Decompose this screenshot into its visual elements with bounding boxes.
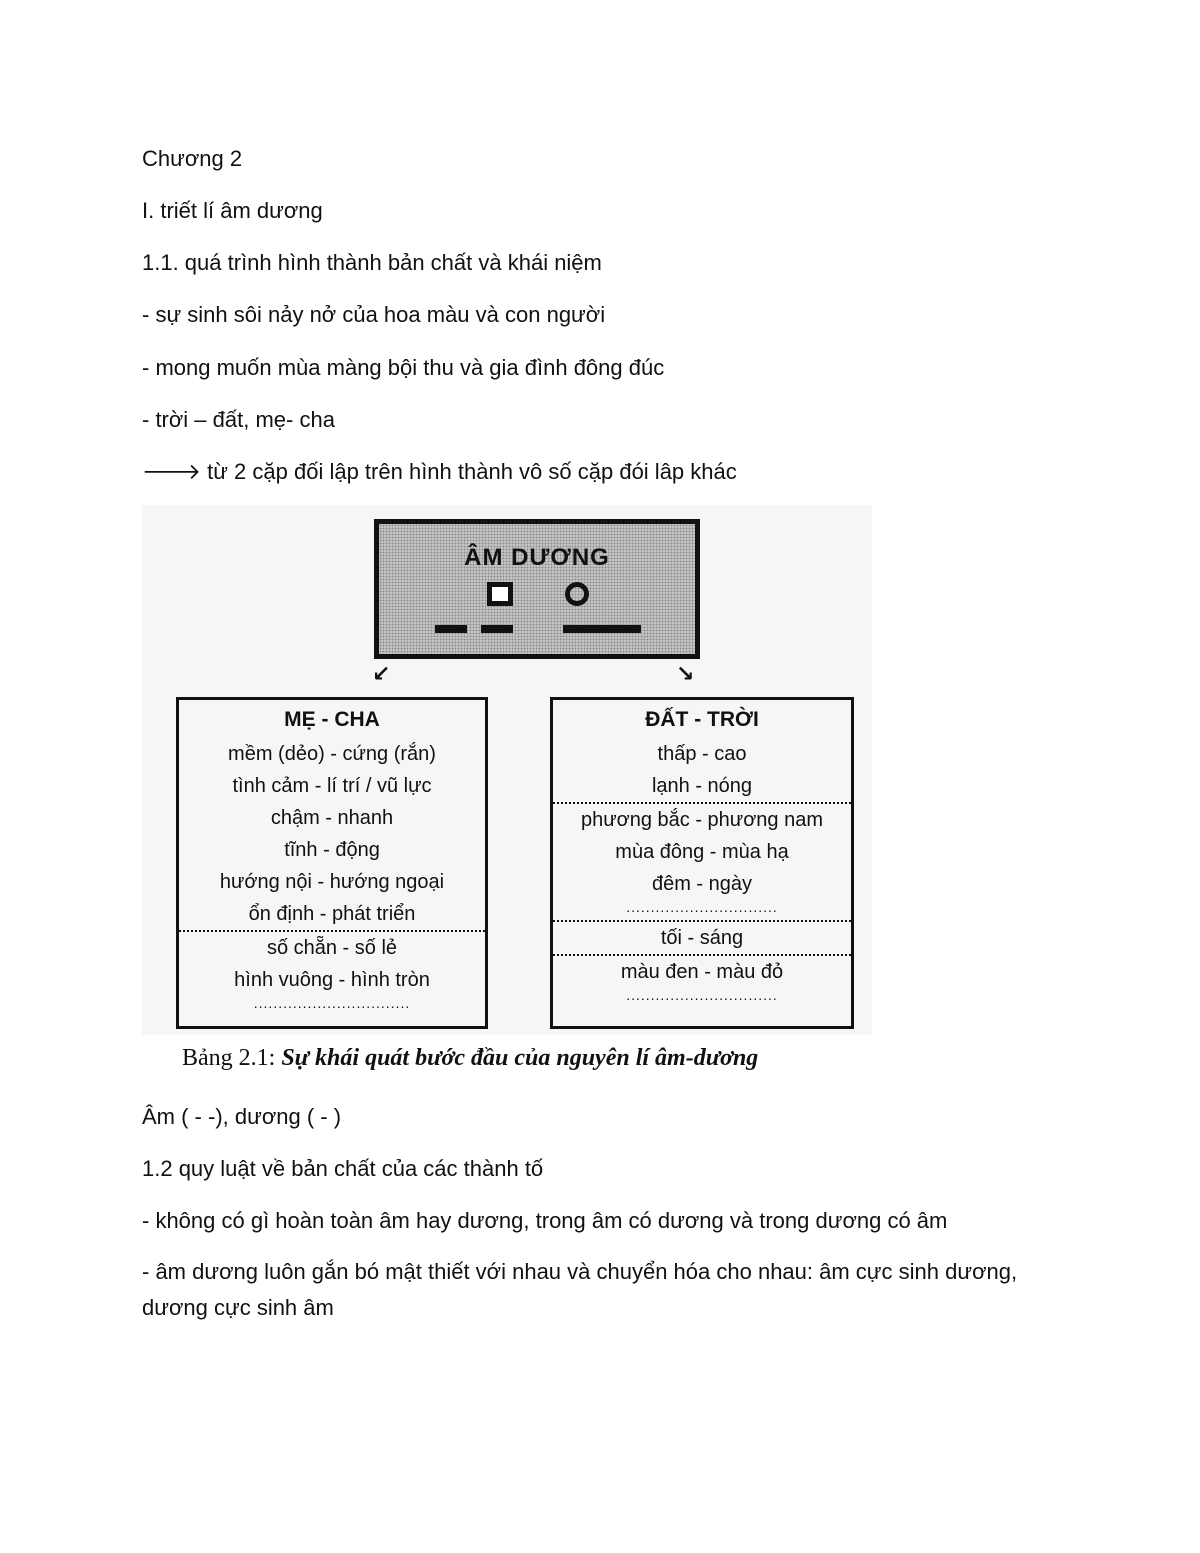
bullet-item: - âm dương luôn gắn bó mật thiết với nhau và chuyển hóa cho nhau: âm cực sinh dương, dương cực sinh âm xyxy=(142,1259,1018,1320)
figure-caption xyxy=(182,1045,758,1072)
yin-line-segment-icon xyxy=(481,625,513,633)
am-duong-figure xyxy=(142,505,872,1085)
pair-row: lạnh - nóng xyxy=(651,775,753,797)
am-duong-box xyxy=(374,519,700,659)
continuation-dots: ............................... xyxy=(626,987,778,1003)
continuation-dots: ............................... xyxy=(626,899,778,915)
bullet-item: - trời – đất, mẹ- cha xyxy=(142,407,335,432)
conclusion-line: 🡒 từ 2 cặp đối lập trên hình thành vô số cặp đói lâp khác xyxy=(142,459,737,484)
pair-row: số chẵn - số lẻ xyxy=(266,937,398,959)
me-cha-title: MẸ - CHA xyxy=(284,708,380,731)
caption-text: Sự khái quát bước đầu của nguyên lí âm-dương xyxy=(281,1045,759,1071)
circle-symbol-icon xyxy=(565,582,589,606)
yin-line-segment-icon xyxy=(435,625,467,633)
me-cha-box xyxy=(176,697,488,1029)
arrow-down-right-icon: ↘ xyxy=(676,661,695,686)
pair-row: tình cảm - lí trí / vũ lực xyxy=(232,775,432,797)
pair-row: chậm - nhanh xyxy=(270,807,394,829)
bullet-item: - không có gì hoàn toàn âm hay dương, trong âm có dương và trong dương có âm xyxy=(142,1208,948,1233)
pair-row: màu đen - màu đỏ xyxy=(620,961,784,983)
continuation-dots: ................................ xyxy=(253,995,411,1011)
pair-row: mùa đông - mùa hạ xyxy=(615,841,789,863)
subsection-heading: 1.2 quy luật về bản chất của các thành tố xyxy=(142,1156,544,1181)
bullet-item: - mong muốn mùa màng bội thu và gia đình đông đúc xyxy=(142,355,665,380)
am-duong-symbols-line: Âm ( - -), dương ( - ) xyxy=(142,1104,342,1129)
pair-row: hình vuông - hình tròn xyxy=(234,969,430,991)
dat-troi-title: ĐẤT - TRỜI xyxy=(645,708,759,731)
section-heading: I. triết lí âm dương xyxy=(142,198,323,223)
pair-row: hướng nội - hướng ngoại xyxy=(219,871,445,893)
caption-label: Bảng 2.1: xyxy=(182,1045,282,1071)
chapter-heading: Chương 2 xyxy=(142,146,243,171)
pair-row: phương bắc - phương nam xyxy=(580,809,824,831)
bullet-item: - sự sinh sôi nảy nở của hoa màu và con người xyxy=(142,302,606,327)
pair-row: ổn định - phát triển xyxy=(248,903,416,925)
pair-row: tối - sáng xyxy=(660,927,744,949)
pair-row: mềm (dẻo) - cứng (rắn) xyxy=(228,743,436,765)
arrow-down-left-icon: ↙ xyxy=(372,661,391,686)
pair-row: đêm - ngày xyxy=(651,873,753,895)
yang-line-icon xyxy=(563,625,641,633)
pair-row: thấp - cao xyxy=(657,743,747,765)
pair-row: tĩnh - động xyxy=(284,839,380,861)
subsection-heading: 1.1. quá trình hình thành bản chất và khái niệm xyxy=(142,250,602,275)
am-duong-title: ÂM DƯƠNG xyxy=(464,544,610,571)
dat-troi-box xyxy=(550,697,854,1029)
square-symbol-icon xyxy=(487,582,513,606)
